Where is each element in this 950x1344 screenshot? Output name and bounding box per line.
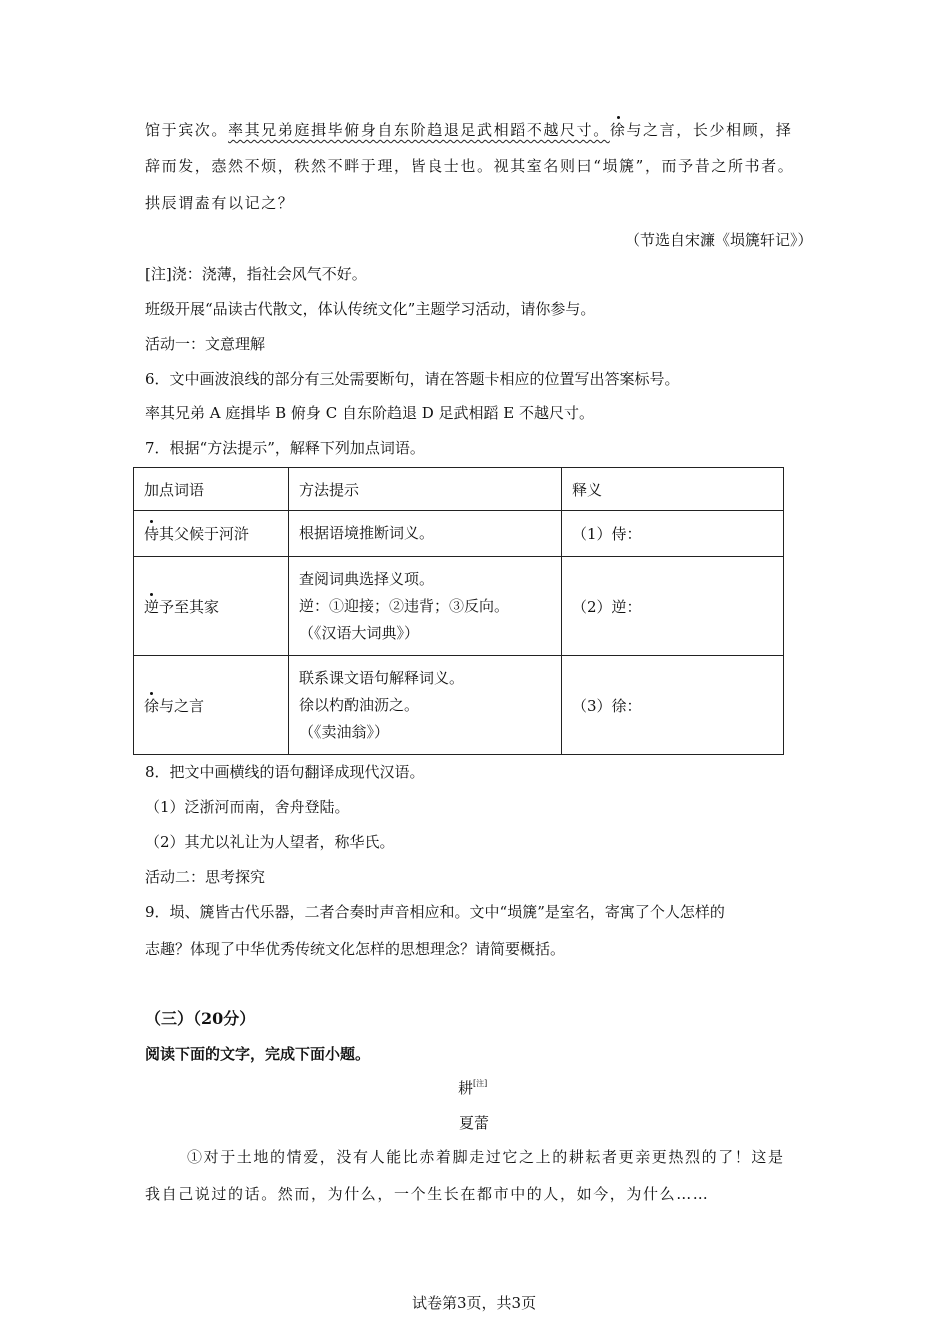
header-word: 加点词语 <box>134 468 289 511</box>
wavy-underlined-sentence: 率其兄弟庭揖毕俯身自东阶趋退足武相蹈不越尺寸。 <box>228 121 610 139</box>
activity-1-heading: 活动一：文意理解 <box>145 335 266 353</box>
table-cell-answer: （3）徐： <box>562 656 784 755</box>
question-9-line-1: 9．埙、篪皆古代乐器，二者合奏时声音相应和。文中“埙篪”是室名，寄寓了个人怎样的 <box>145 903 725 921</box>
question-7-prompt: 7．根据“方法提示”，解释下列加点词语。 <box>145 439 425 457</box>
article-title: 耕[注] <box>458 1079 488 1097</box>
table-cell-answer: （1）侍： <box>562 511 784 557</box>
question-6-prompt: 6．文中画波浪线的部分有三处需要断句，请在答题卡相应的位置写出答案标号。 <box>145 370 680 388</box>
question-9-line-2: 志趣？体现了中华优秀传统文化怎样的思想理念？请简要概括。 <box>145 940 566 958</box>
table-row <box>134 511 784 557</box>
question-8-prompt: 8．把文中画横线的语句翻译成现代汉语。 <box>145 763 425 781</box>
article-para-1-line-1: ①对于土地的情爱，没有人能比赤着脚走过它之上的耕耘者更亲更热烈的了！这是 <box>187 1148 785 1166</box>
table-cell-hint: 查阅词典选择义项。 逆：①迎接；②违背；③反向。 （《汉语大词典》） <box>289 557 562 656</box>
activity-intro: 班级开展“品读古代散文，体认传统文化”主题学习活动，请你参与。 <box>145 300 596 318</box>
table-cell-hint: 根据语境推断词义。 <box>289 511 562 557</box>
page-footer: 试卷第3页，共3页 <box>412 1294 537 1312</box>
table-row <box>134 557 784 656</box>
table-cell-answer: （2）逆： <box>562 557 784 656</box>
article-para-1-line-2: 我自己说过的话。然而，为什么，一个生长在都市中的人，如今，为什么…… <box>145 1185 710 1203</box>
question-7-table <box>133 467 784 755</box>
passage-source: （节选自宋濂《埙篪轩记》） <box>625 231 813 249</box>
passage-line-2: 辞而发，悫然不烦，秩然不畔于理，皆良士也。视其室名则曰“埙篪”，而予昔之所书者。 <box>145 157 795 175</box>
question-8-item-1: （1）泛浙河而南，舍舟登陆。 <box>145 798 350 816</box>
section-3-heading: （三）（20分） <box>145 1009 256 1028</box>
header-meaning: 释义 <box>562 468 784 511</box>
passage-line-1: 馆于宾次。率其兄弟庭揖毕俯身自东阶趋退足武相蹈不越尺寸。徐与之言，长少相顾，择 <box>145 121 793 139</box>
note: [注]浇：浇薄，指社会风气不好。 <box>145 265 367 283</box>
table-cell-hint: 联系课文语句解释词义。 徐以杓酌油沥之。 （《卖油翁》） <box>289 656 562 755</box>
question-8-item-2: （2）其尤以礼让为人望者，称华氏。 <box>145 833 395 851</box>
activity-2-heading: 活动二：思考探究 <box>145 868 266 886</box>
section-3-instruction: 阅读下面的文字，完成下面小题。 <box>145 1045 371 1063</box>
table-cell-word: 侍其父候于河浒 <box>134 511 289 557</box>
table-cell-word: 逆予至其家 <box>134 557 289 656</box>
title-note-marker: [注] <box>473 1079 488 1088</box>
question-6-sentence: 率其兄弟 A 庭揖毕 B 俯身 C 自东阶趋退 D 足武相蹈 E 不越尺寸。 <box>145 404 594 422</box>
article-author: 夏蕾 <box>459 1114 490 1132</box>
header-method: 方法提示 <box>289 468 562 511</box>
dotted-word: 徐 <box>609 121 627 139</box>
table-cell-word: 徐与之言 <box>134 656 289 755</box>
passage-line-3: 拱辰谓盍有以记之？ <box>145 194 295 212</box>
table-row <box>134 656 784 755</box>
table-header-row <box>134 468 784 511</box>
